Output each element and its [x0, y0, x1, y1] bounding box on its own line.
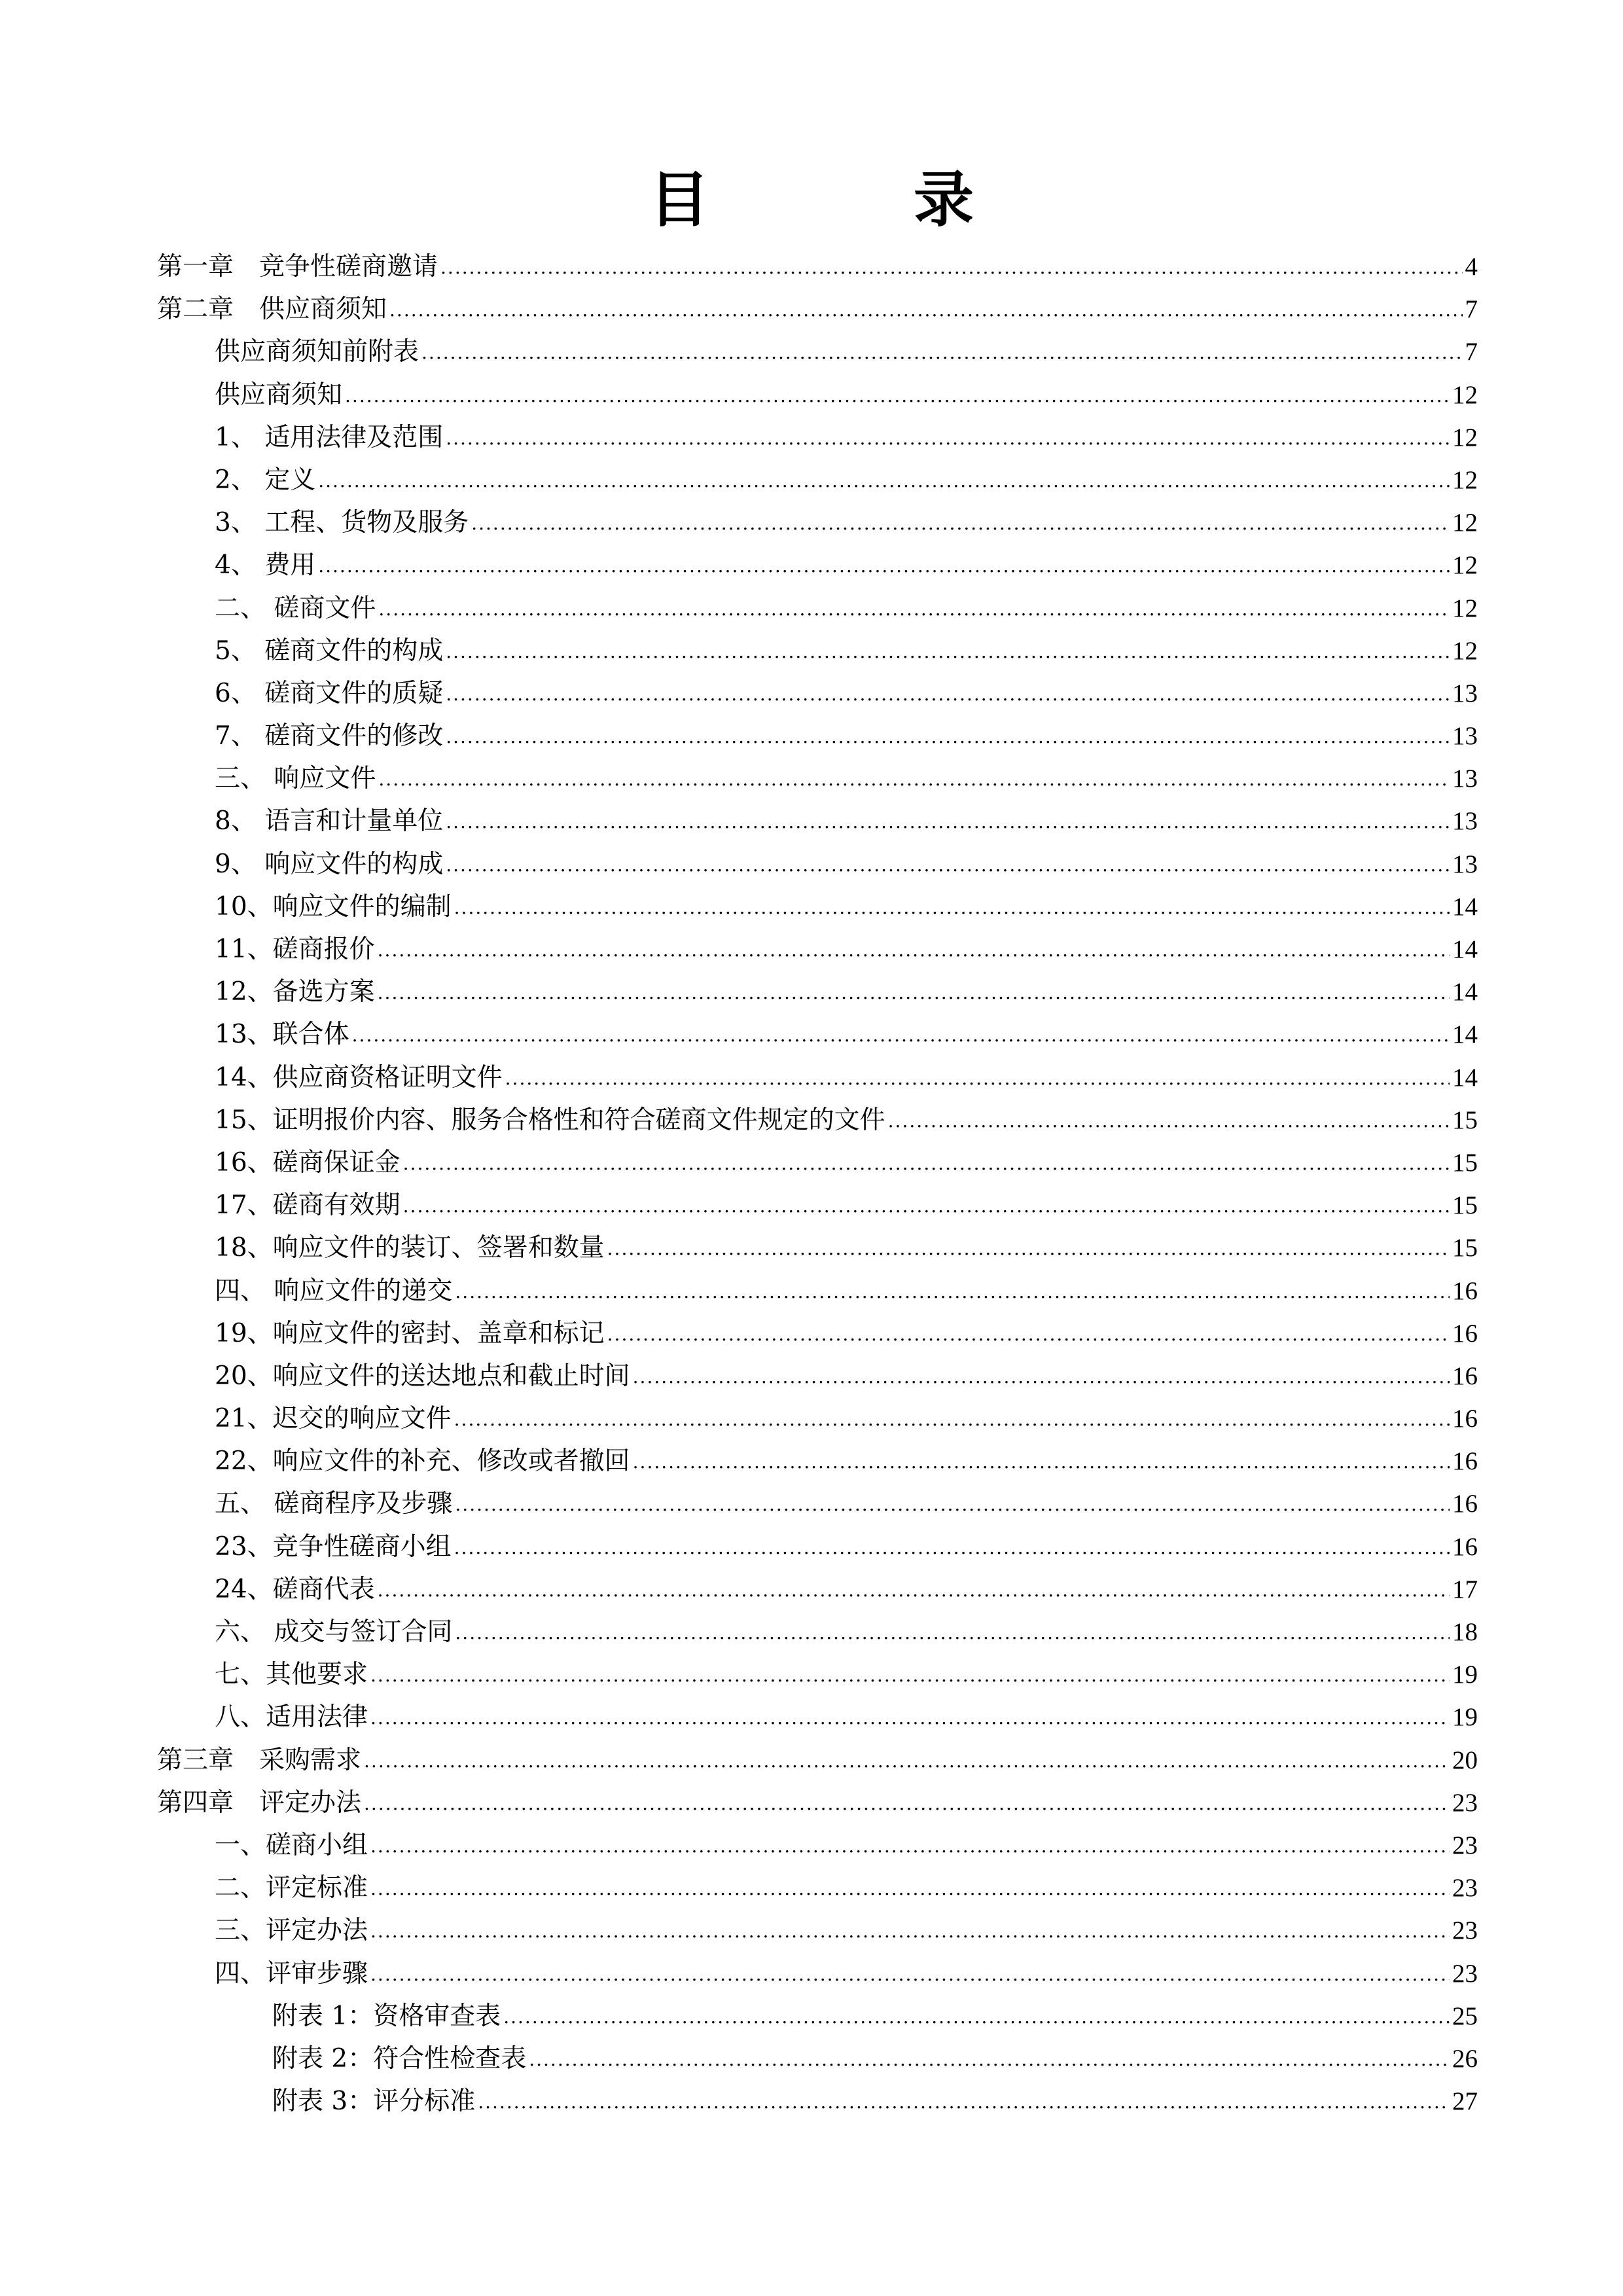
toc-page-number: 7 [1465, 295, 1478, 324]
toc-dot-leader [378, 586, 1450, 630]
toc-entry[interactable] [157, 1696, 1478, 1738]
toc-dot-leader [455, 1481, 1450, 1526]
toc-page-number: 12 [1452, 380, 1478, 409]
toc-page-number: 12 [1452, 551, 1478, 580]
toc-dot-leader [378, 927, 1450, 971]
toc-entry[interactable] [157, 459, 1478, 501]
toc-entry[interactable] [157, 501, 1478, 544]
toc-dot-leader [370, 1865, 1450, 1910]
toc-entry-label: 5、 磋商文件的构成 [215, 636, 444, 666]
toc-page-number: 23 [1452, 1916, 1478, 1945]
toc-entry-label: 18、响应文件的装订、签署和数量 [215, 1233, 605, 1263]
toc-page-number: 15 [1452, 1191, 1478, 1220]
toc-entry-label: 9、 响应文件的构成 [215, 849, 444, 879]
toc-dot-leader [607, 1311, 1450, 1355]
toc-dot-leader [505, 1055, 1450, 1100]
toc-entry[interactable] [157, 715, 1478, 757]
toc-dot-leader [389, 287, 1462, 331]
toc-entry[interactable] [157, 1782, 1478, 1824]
toc-dot-leader [446, 713, 1450, 758]
toc-entry[interactable] [157, 886, 1478, 928]
toc-dot-leader [446, 671, 1450, 715]
toc-dot-leader [607, 1225, 1450, 1270]
toc-dot-leader [446, 798, 1450, 843]
toc-entry[interactable] [157, 1099, 1478, 1141]
toc-entry[interactable] [157, 544, 1478, 586]
toc-entry[interactable] [157, 245, 1478, 288]
toc-entry[interactable] [157, 1482, 1478, 1525]
toc-entry-label: 21、迟交的响应文件 [215, 1404, 452, 1434]
toc-page-number: 23 [1452, 1831, 1478, 1859]
toc-entry[interactable] [157, 1526, 1478, 1568]
toc-entry-label: 2、 定义 [215, 465, 316, 495]
toc-entry-label: 19、响应文件的密封、盖章和标记 [215, 1318, 605, 1348]
toc-entry[interactable] [157, 1227, 1478, 1269]
toc-entry[interactable] [157, 630, 1478, 672]
toc-dot-leader [364, 1780, 1450, 1825]
toc-page-number: 14 [1452, 1020, 1478, 1049]
toc-page-number: 26 [1452, 2044, 1478, 2073]
toc-page-number: 23 [1452, 1874, 1478, 1903]
toc-dot-leader [454, 1524, 1450, 1569]
toc-entry-label: 第三章 采购需求 [157, 1745, 362, 1775]
toc-page-number: 15 [1452, 1234, 1478, 1263]
toc-entry[interactable] [157, 800, 1478, 842]
toc-dot-leader [633, 1439, 1450, 1483]
toc-entry-label: 1、 适用法律及范围 [215, 422, 444, 452]
toc-dot-leader [478, 2079, 1450, 2123]
toc-dot-leader [318, 457, 1450, 502]
toc-dot-leader [455, 1609, 1450, 1654]
toc-page-number: 13 [1452, 679, 1478, 708]
toc-dot-leader [446, 415, 1450, 459]
toc-entry[interactable] [157, 843, 1478, 886]
toc-entry[interactable] [157, 1056, 1478, 1099]
toc-entry[interactable] [157, 928, 1478, 971]
toc-entry-label: 附表 1：资格审查表 [272, 2001, 501, 2031]
toc-entry[interactable] [157, 1141, 1478, 1184]
toc-entry[interactable] [157, 1568, 1478, 1611]
toc-dot-leader [403, 1183, 1450, 1227]
toc-page-number: 14 [1452, 1063, 1478, 1092]
toc-page-number: 14 [1452, 935, 1478, 963]
toc-page-number: 17 [1452, 1575, 1478, 1604]
toc-entry[interactable] [157, 1312, 1478, 1355]
toc-dot-leader [454, 1396, 1450, 1441]
toc-dot-leader [888, 1098, 1450, 1142]
toc-page-number: 4 [1465, 253, 1478, 281]
toc-entry[interactable] [157, 331, 1478, 373]
toc-entry[interactable] [157, 1440, 1478, 1482]
toc-entry[interactable] [157, 672, 1478, 715]
toc-page-number: 7 [1465, 338, 1478, 367]
toc-entry[interactable] [157, 2080, 1478, 2123]
toc-entry-label: 12、备选方案 [215, 977, 375, 1007]
toc-page-number: 19 [1452, 1703, 1478, 1732]
toc-entry-label: 供应商须知前附表 [215, 337, 419, 367]
toc-entry[interactable] [157, 1909, 1478, 1952]
toc-entry[interactable] [157, 1824, 1478, 1867]
toc-entry[interactable] [157, 2037, 1478, 2080]
toc-entry-label: 附表 3：评分标准 [272, 2087, 476, 2117]
toc-entry-label: 17、磋商有效期 [215, 1191, 401, 1221]
toc-entry[interactable] [157, 288, 1478, 331]
toc-entry[interactable] [157, 1739, 1478, 1782]
toc-entry-label: 六、 成交与签订合同 [215, 1617, 453, 1647]
toc-entry[interactable] [157, 416, 1478, 459]
toc-entry-label: 第四章 评定办法 [157, 1787, 362, 1818]
toc-entry[interactable] [157, 1397, 1478, 1440]
toc-page-number: 16 [1452, 1532, 1478, 1561]
toc-page-number: 13 [1452, 807, 1478, 836]
toc-dot-leader [446, 628, 1450, 673]
toc-entry-label: 七、其他要求 [215, 1660, 368, 1690]
toc-entry-label: 第一章 竞争性磋商邀请 [157, 252, 438, 281]
toc-entry[interactable] [157, 1867, 1478, 1909]
toc-entry-label: 3、 工程、货物及服务 [215, 508, 469, 538]
toc-dot-leader [378, 756, 1450, 800]
toc-page-number: 13 [1452, 764, 1478, 793]
toc-dot-leader [370, 1823, 1450, 1867]
toc-entry-label: 一、磋商小组 [215, 1830, 368, 1860]
toc-entry[interactable] [157, 1653, 1478, 1696]
toc-dot-leader [370, 1652, 1450, 1696]
toc-page-number: 23 [1452, 1788, 1478, 1817]
toc-dot-leader [421, 329, 1462, 374]
toc-page-number: 18 [1452, 1618, 1478, 1646]
toc-entry-label: 供应商须知 [215, 380, 343, 410]
toc-page-number: 25 [1452, 2001, 1478, 2030]
toc-dot-leader [471, 500, 1450, 545]
toc-page-number: 12 [1452, 636, 1478, 665]
toc-page-number: 20 [1452, 1746, 1478, 1774]
toc-entry-label: 13、联合体 [215, 1020, 349, 1050]
toc-page-number: 13 [1452, 850, 1478, 878]
toc-page-number: 14 [1452, 892, 1478, 921]
toc-entry-label: 24、磋商代表 [215, 1574, 375, 1604]
toc-entry-label: 11、磋商报价 [215, 935, 375, 964]
toc-dot-leader [370, 1695, 1450, 1739]
toc-entry-label: 15、证明报价内容、服务合格性和符合磋商文件规定的文件 [215, 1105, 885, 1135]
toc-dot-leader [503, 1994, 1450, 2038]
toc-page-number: 12 [1452, 509, 1478, 537]
toc-page-number: 16 [1452, 1405, 1478, 1433]
toc-entry-label: 7、 磋商文件的修改 [215, 721, 444, 751]
toc-entry-label: 三、评定办法 [215, 1916, 368, 1946]
toc-entry-label: 14、供应商资格证明文件 [215, 1062, 503, 1092]
toc-dot-leader [454, 884, 1450, 929]
toc-page-number: 23 [1452, 1959, 1478, 1988]
toc-entry-label: 附表 2：符合性检查表 [272, 2043, 527, 2073]
toc-entry-label: 20、响应文件的送达地点和截止时间 [215, 1361, 630, 1391]
toc-entry[interactable] [157, 971, 1478, 1013]
table-of-contents [157, 245, 1478, 2123]
toc-page-number: 16 [1452, 1276, 1478, 1305]
toc-dot-leader [403, 1140, 1450, 1185]
toc-entry[interactable] [157, 374, 1478, 416]
toc-dot-leader [345, 372, 1450, 417]
toc-entry[interactable] [157, 1995, 1478, 2037]
toc-dot-leader [529, 2036, 1450, 2081]
toc-entry[interactable] [157, 1355, 1478, 1397]
toc-entry-label: 23、竞争性磋商小组 [215, 1532, 452, 1562]
toc-entry-label: 二、 磋商文件 [215, 593, 376, 623]
toc-entry-label: 8、 语言和计量单位 [215, 806, 444, 836]
toc-dot-leader [446, 842, 1450, 886]
toc-dot-leader [364, 1738, 1450, 1782]
toc-entry-label: 第二章 供应商须知 [157, 295, 387, 325]
toc-page-number: 16 [1452, 1319, 1478, 1348]
toc-entry-label: 22、响应文件的补充、修改或者撤回 [215, 1446, 630, 1477]
toc-dot-leader [370, 1951, 1450, 1996]
toc-entry[interactable] [157, 1611, 1478, 1653]
toc-dot-leader [318, 543, 1450, 587]
toc-page-number: 12 [1452, 423, 1478, 452]
toc-dot-leader [378, 969, 1450, 1014]
toc-entry[interactable] [157, 1013, 1478, 1056]
toc-page-number: 12 [1452, 594, 1478, 622]
toc-entry-label: 16、磋商保证金 [215, 1147, 401, 1177]
toc-entry[interactable] [157, 1952, 1478, 1995]
toc-entry-label: 八、适用法律 [215, 1702, 368, 1732]
toc-page-number: 15 [1452, 1148, 1478, 1177]
page-title: 目 录 [649, 164, 1066, 235]
toc-page-number: 27 [1452, 2087, 1478, 2116]
toc-page-number: 15 [1452, 1105, 1478, 1134]
toc-entry-label: 二、评定标准 [215, 1873, 368, 1903]
toc-dot-leader [352, 1012, 1450, 1056]
toc-page-number: 14 [1452, 978, 1478, 1007]
toc-entry-label: 6、 磋商文件的质疑 [215, 678, 444, 708]
toc-page-number: 12 [1452, 465, 1478, 494]
toc-dot-leader [455, 1268, 1450, 1313]
toc-entry[interactable] [157, 587, 1478, 630]
toc-entry[interactable] [157, 1184, 1478, 1227]
toc-entry[interactable] [157, 1270, 1478, 1312]
toc-page-number: 16 [1452, 1490, 1478, 1518]
toc-page-number: 13 [1452, 722, 1478, 751]
toc-page-number: 16 [1452, 1361, 1478, 1390]
toc-entry-label: 4、 费用 [215, 550, 316, 581]
toc-dot-leader [370, 1908, 1450, 1952]
toc-dot-leader [440, 244, 1462, 289]
toc-page-number: 19 [1452, 1660, 1478, 1689]
toc-page-number: 16 [1452, 1447, 1478, 1476]
toc-entry-label: 四、评审步骤 [215, 1958, 368, 1988]
toc-entry-label: 10、响应文件的编制 [215, 891, 452, 922]
toc-entry-label: 五、 磋商程序及步骤 [215, 1489, 453, 1519]
toc-entry[interactable] [157, 757, 1478, 800]
toc-entry-label: 四、 响应文件的递交 [215, 1276, 453, 1306]
toc-dot-leader [378, 1567, 1450, 1611]
toc-entry-label: 三、 响应文件 [215, 764, 376, 794]
toc-dot-leader [633, 1354, 1450, 1398]
